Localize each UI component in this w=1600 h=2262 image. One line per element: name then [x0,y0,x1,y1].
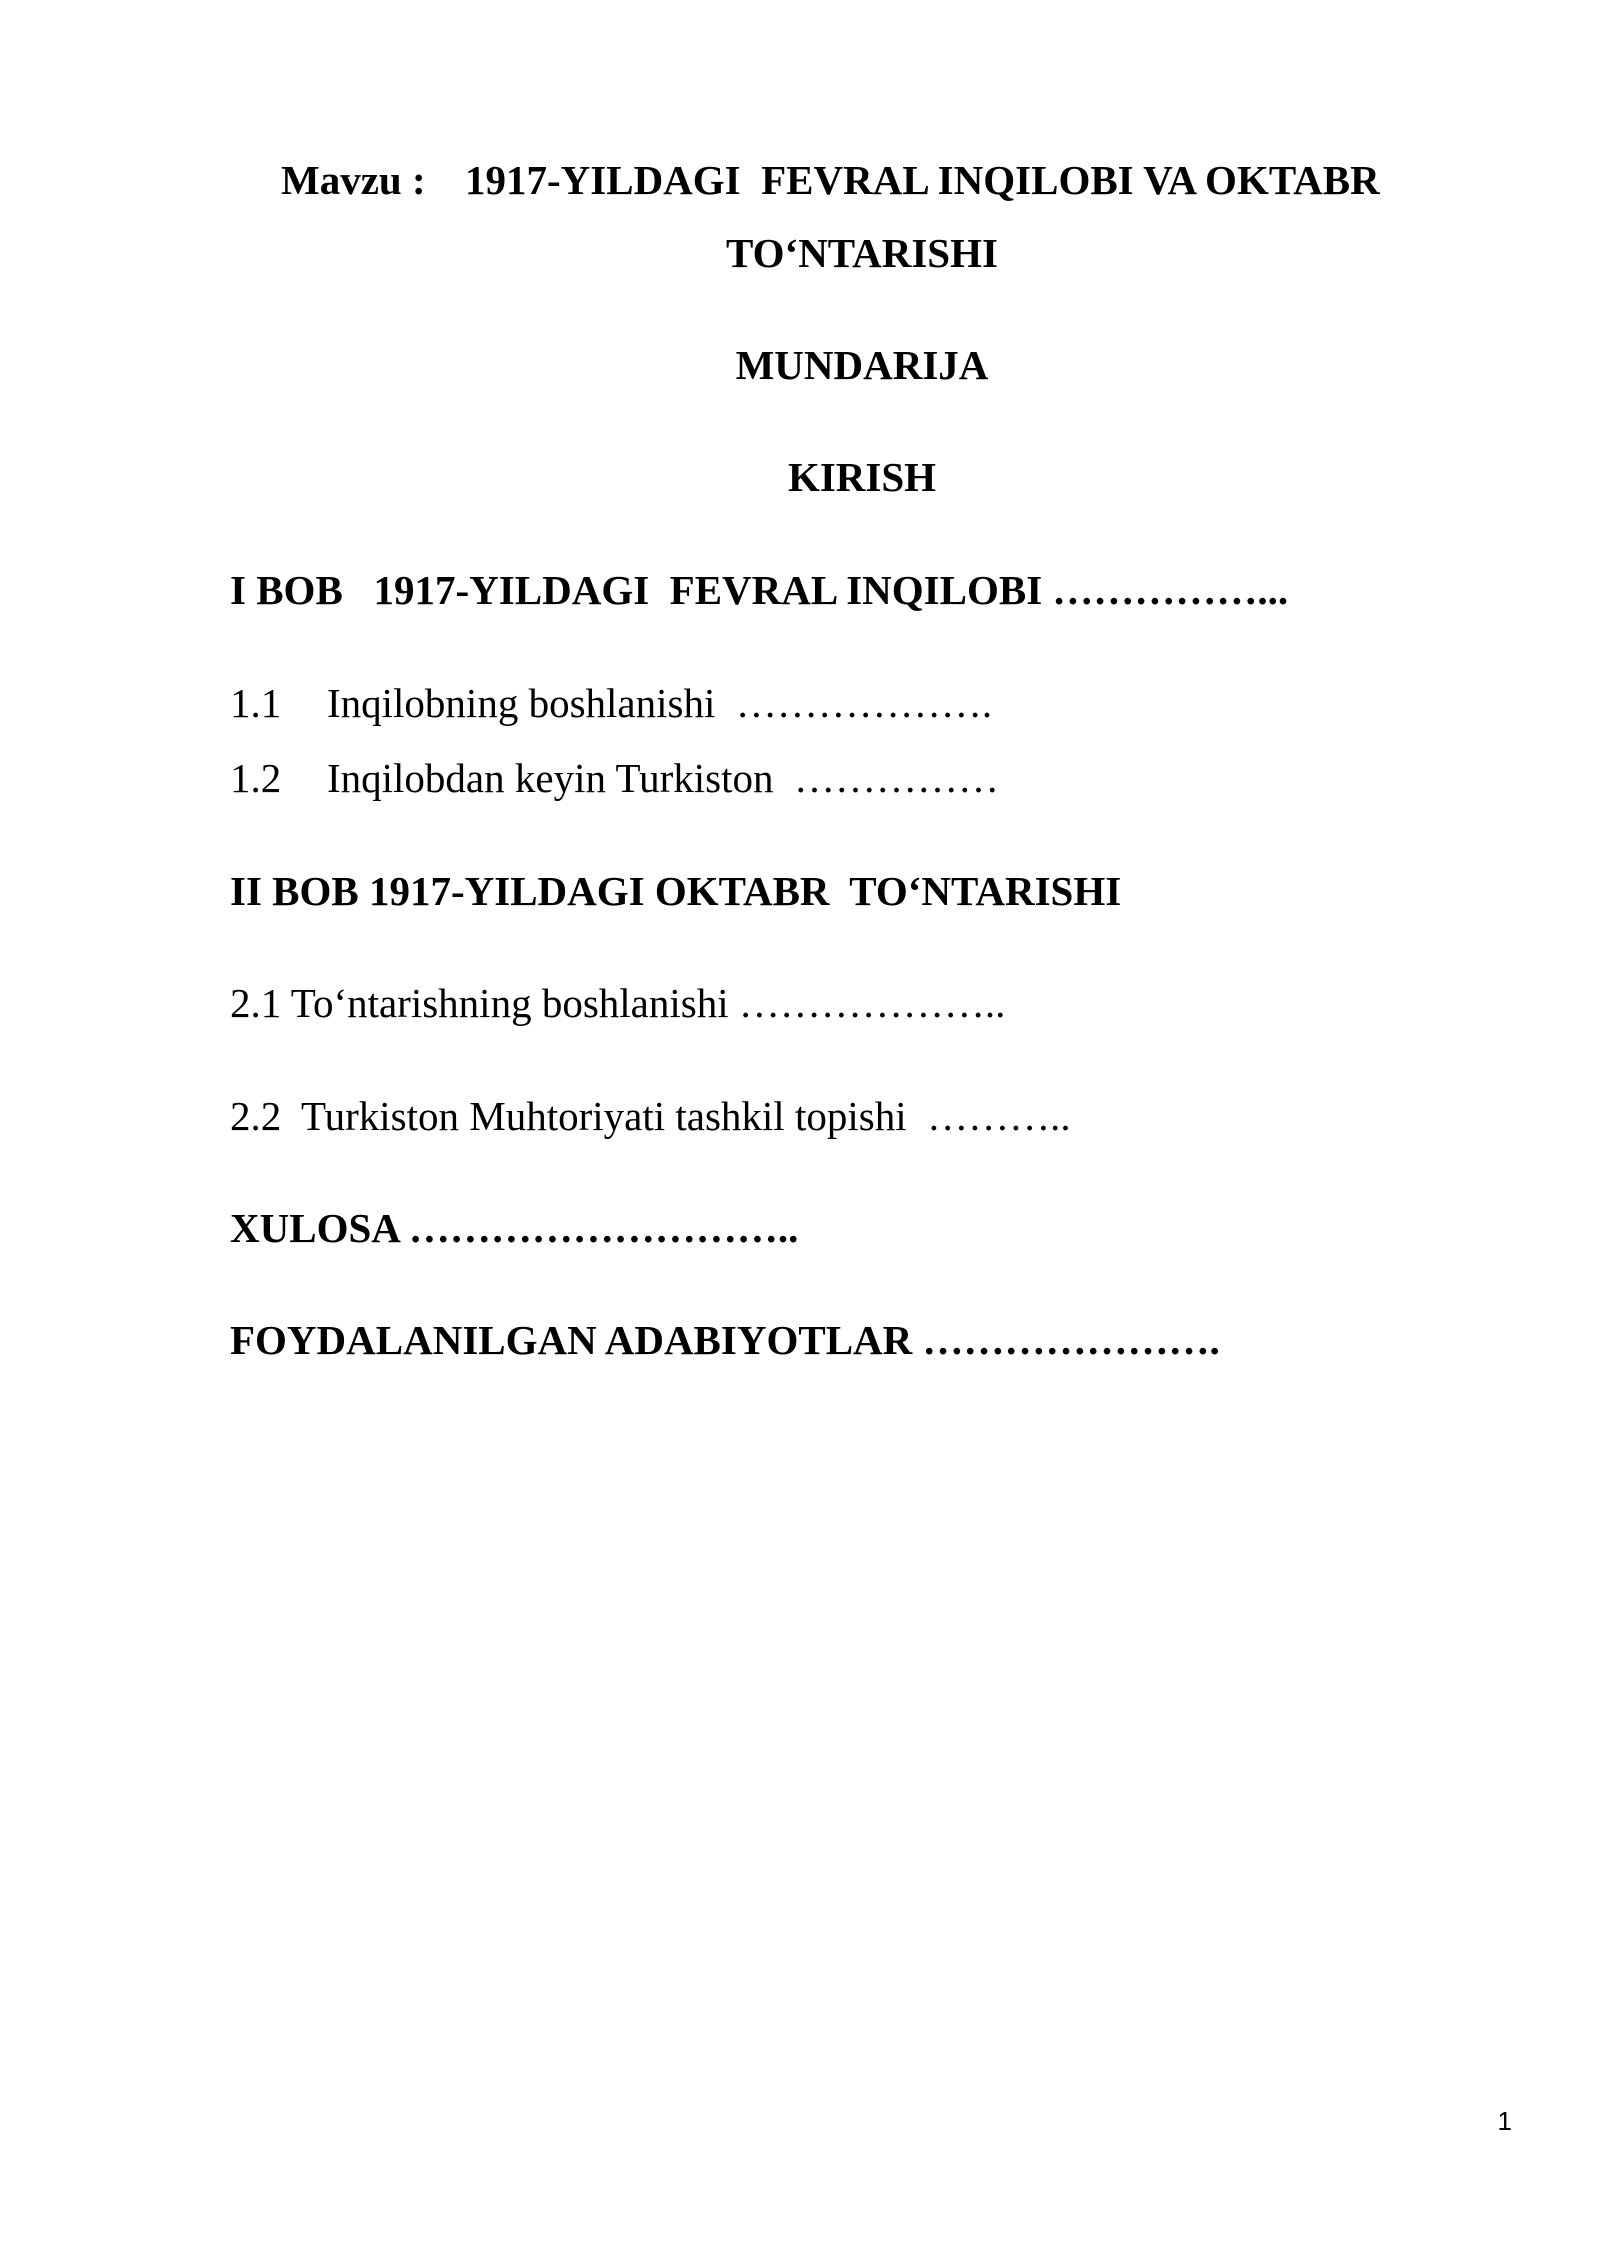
section-1-1-text: Inqilobning boshlanishi ………………. [327,680,993,726]
section-1-2-number: 1.2 [230,755,282,801]
title-line-2: TO‘NTARISHI [726,230,998,276]
section-2-2: 2.2 Turkiston Muhtoriyati tashkil topishi ……….. [230,1093,1071,1139]
conclusion-heading: XULOSA ……………………….. [230,1205,799,1251]
section-1-2-text: Inqilobdan keyin Turkiston …………… [327,755,999,801]
contents-heading: MUNDARIJA [735,342,989,388]
title-line-1: 1917-YILDAGI FEVRAL INQILOBI VA OKTABR [465,157,1380,203]
intro-heading: KIRISH [787,454,937,500]
section-1-1-number: 1.1 [230,680,282,726]
title-prefix: Mavzu : [281,157,426,203]
page-number: 1 [1497,2106,1512,2136]
section-2-1: 2.1 To‘ntarishning boshlanishi ……………….. [230,980,1006,1026]
references-heading: FOYDALANILGAN ADABIYOTLAR …………………. [230,1317,1220,1363]
chapter-2-heading: II BOB 1917-YILDAGI OKTABR TO‘NTARISHI [230,868,1122,914]
chapter-1-heading: I BOB 1917-YILDAGI FEVRAL INQILOBI ……………... [230,567,1289,613]
